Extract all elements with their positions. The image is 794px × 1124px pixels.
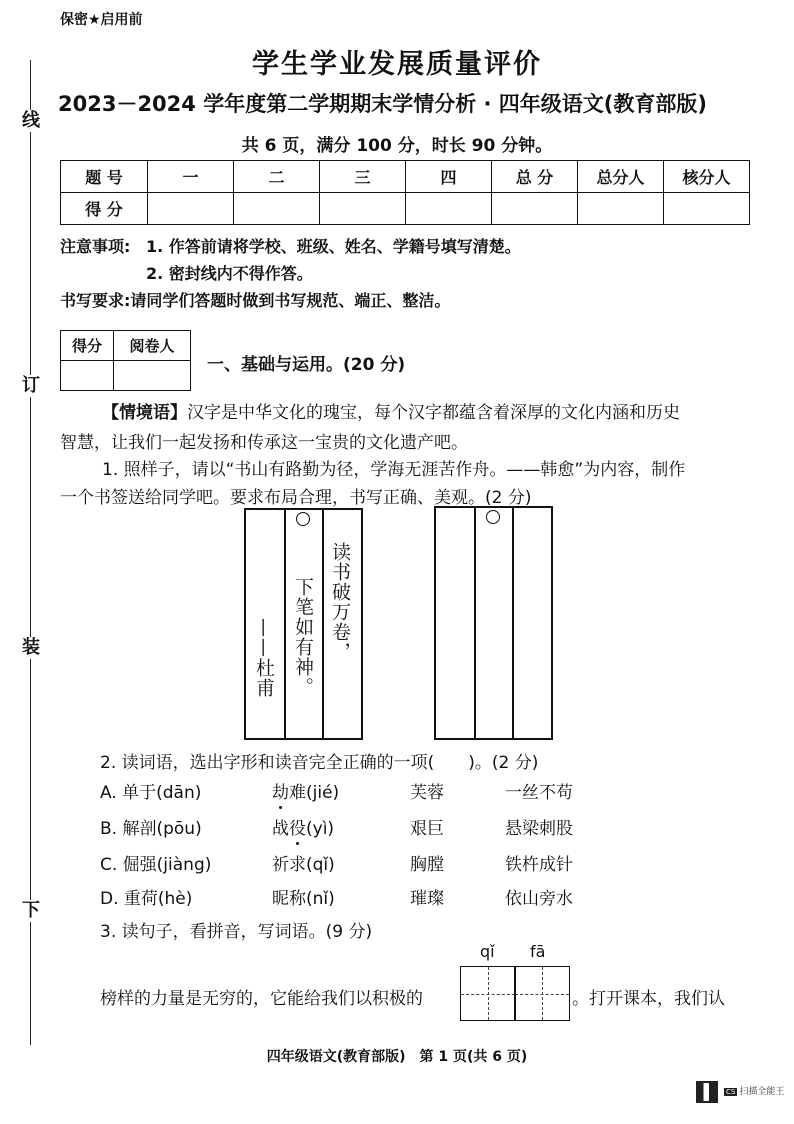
score-table xyxy=(60,160,750,225)
score-cell[interactable] xyxy=(148,193,234,225)
notes-label: 注意事项: xyxy=(60,237,131,256)
bookmark-divider xyxy=(512,508,514,738)
score-header-cell: 四 xyxy=(406,161,492,193)
q2-option-c-word-1[interactable]: C. 倔强(jiàng) xyxy=(100,855,212,875)
q2-option-d-word-4: 依山旁水 xyxy=(505,889,573,909)
intro-text-1: 汉字是中华文化的瑰宝，每个汉字都蕴含着深厚的文化内涵和历史 xyxy=(187,403,680,423)
bookmark-divider xyxy=(284,510,286,738)
bookmark-divider xyxy=(474,508,476,738)
score-header-cell: 三 xyxy=(320,161,406,193)
binding-mark-xia: 下 xyxy=(22,900,40,921)
bookmark-hole-icon xyxy=(486,510,500,524)
qr-code-icon xyxy=(696,1081,718,1103)
tian-grid-box[interactable] xyxy=(460,966,516,1021)
score-header-cell: 二 xyxy=(234,161,320,193)
q3-stem: 3. 读句子，看拼音，写词语。(9 分) xyxy=(100,922,373,942)
score-row-label: 得 分 xyxy=(61,193,148,225)
score-cell[interactable] xyxy=(578,193,664,225)
section-1-heading: 一、基础与运用。(20 分) xyxy=(207,355,406,375)
page-footer: 四年级语文(教育部版) 第 1 页(共 6 页) xyxy=(266,1049,528,1065)
binding-mark-zhuang: 装 xyxy=(22,637,40,658)
score-header-cell: 题 号 xyxy=(61,161,148,193)
grader-table xyxy=(60,330,191,391)
q2-option-a-word-1[interactable]: A. 单于(dān) xyxy=(100,783,202,803)
q2-option-b-word-4: 悬梁刺股 xyxy=(505,819,573,839)
cs-logo-icon: CS xyxy=(726,1088,736,1096)
score-header-cell: 一 xyxy=(148,161,234,193)
notes-item-2: 2. 密封线内不得作答。 xyxy=(146,264,313,283)
q2-option-a-word-4: 一丝不苟 xyxy=(505,783,573,803)
tian-grid-box[interactable] xyxy=(514,966,570,1021)
example-col-2: 下笔如有神。 xyxy=(292,577,314,697)
grader-input-row xyxy=(61,361,191,391)
q2-option-a-word-2: 劫难(jié) xyxy=(272,783,340,803)
score-cell[interactable] xyxy=(406,193,492,225)
q2-option-c-word-3: 胸膛 xyxy=(410,855,444,875)
bookmark-divider xyxy=(322,510,324,738)
confidential-label: 保密★启用前 xyxy=(60,12,143,28)
q2-option-d-word-2: 昵称(nǐ) xyxy=(272,889,335,909)
score-header-cell: 总 分 xyxy=(492,161,578,193)
score-cell[interactable] xyxy=(492,193,578,225)
q2-option-b-word-1[interactable]: B. 解剖(pōu) xyxy=(100,819,202,839)
q2-option-c-word-2: 祈求(qǐ) xyxy=(272,855,335,875)
q1-stem-line-1: 1. 照样子，请以“书山有路勤为径，学海无涯苦作舟。——韩愈”为内容，制作 xyxy=(102,460,686,480)
intro-line-1 xyxy=(102,398,680,423)
q2-option-b-word-2: 战役(yì) xyxy=(272,819,335,839)
q2-stem: 2. 读词语，选出字形和读音完全正确的一项( )。(2 分) xyxy=(100,753,539,773)
grader-score-header: 得分 xyxy=(61,331,114,361)
score-cell[interactable] xyxy=(234,193,320,225)
exam-info: 共 6 页，满分 100 分，时长 90 分钟。 xyxy=(241,136,553,156)
q2-option-c-word-4: 铁杵成针 xyxy=(505,855,573,875)
page-subtitle: 2023－2024 学年度第二学期期末学情分析 · 四年级语文(教育部版) xyxy=(58,92,707,116)
score-table-header-row xyxy=(61,161,750,193)
grader-score-cell[interactable] xyxy=(61,361,114,391)
q2-option-d-word-3: 璀璨 xyxy=(410,889,444,909)
score-header-cell: 核分人 xyxy=(664,161,750,193)
q3-sentence-after: 。打开课本，我们认 xyxy=(572,989,725,1009)
dotted-char: 役 xyxy=(289,819,306,839)
score-header-cell: 总分人 xyxy=(578,161,664,193)
q2-option-b-word-3: 艰巨 xyxy=(410,819,444,839)
q3-pinyin-1: qǐ xyxy=(480,942,495,961)
bookmark-hole-icon xyxy=(296,512,310,526)
binding-mark-ding: 订 xyxy=(22,375,40,396)
q3-sentence-before: 榜样的力量是无穷的，它能给我们以积极的 xyxy=(100,989,423,1009)
q2-option-d-word-1[interactable]: D. 重荷(hè) xyxy=(100,889,193,909)
example-col-3: ——杜甫 xyxy=(253,618,275,698)
example-col-1: 读书破万卷， xyxy=(329,542,351,662)
q1-stem-line-2: 一个书签送给同学吧。要求布局合理，书写正确、美观。(2 分) xyxy=(60,488,532,508)
score-cell[interactable] xyxy=(664,193,750,225)
score-table-score-row xyxy=(61,193,750,225)
intro-tag: 【情境语】 xyxy=(102,403,187,423)
q3-pinyin-2: fā xyxy=(530,942,546,961)
q2-option-a-word-3: 芙蓉 xyxy=(410,783,444,803)
watermark-text: 扫描全能王 xyxy=(739,1087,785,1097)
binding-mark-xian: 线 xyxy=(22,110,40,131)
dotted-char: 劫 xyxy=(272,783,289,803)
notes-item-1: 1. 作答前请将学校、班级、姓名、学籍号填写清楚。 xyxy=(146,237,521,256)
grader-name-header: 阅卷人 xyxy=(114,331,191,361)
example-bookmark xyxy=(244,508,363,740)
score-cell[interactable] xyxy=(320,193,406,225)
writing-requirement: 书写要求:请同学们答题时做到书写规范、端正、整洁。 xyxy=(60,291,451,310)
grader-header-row xyxy=(61,331,191,361)
intro-line-2: 智慧，让我们一起发扬和传承这一宝贵的文化遗产吧。 xyxy=(60,433,468,453)
blank-bookmark[interactable] xyxy=(434,506,553,740)
page-title: 学生学业发展质量评价 xyxy=(252,49,542,80)
binding-line xyxy=(30,60,31,1045)
scanner-watermark xyxy=(724,1084,784,1097)
grader-name-cell[interactable] xyxy=(114,361,191,391)
